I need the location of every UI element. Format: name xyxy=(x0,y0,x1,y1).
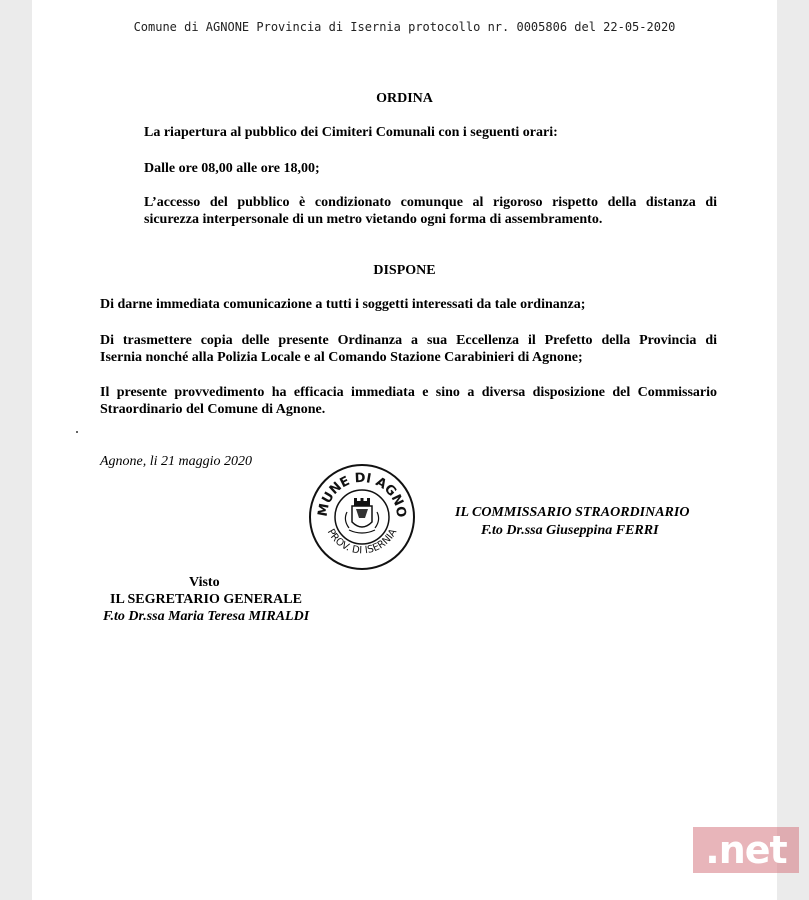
dispone-item-3-line1: Il presente provvedimento ha efficacia immediata e sino a diversa disposizione del Commissario xyxy=(100,385,717,400)
protocol-header: Comune di AGNONE Provincia di Isernia protocollo nr. 0005806 del 22-05-2020 xyxy=(133,20,676,34)
commissario-name: F.to Dr.ssa Giuseppina FERRI xyxy=(481,523,659,538)
ordina-hours: Dalle ore 08,00 alle ore 18,00; xyxy=(144,161,320,176)
dispone-item-3-line2: Straordinario del Comune di Agnone. xyxy=(100,402,326,417)
stray-dot xyxy=(76,431,78,433)
ordina-heading: ORDINA xyxy=(376,91,433,106)
ordina-intro: La riapertura al pubblico dei Cimiteri Comunali con i seguenti orari: xyxy=(144,125,558,140)
visto-label: Visto xyxy=(189,575,220,590)
segretario-name: F.to Dr.ssa Maria Teresa MIRALDI xyxy=(103,609,310,624)
dispone-item-2-line1: Di trasmettere copia delle presente Ordinanza a sua Eccellenza il Prefetto della Provincia di xyxy=(100,333,717,348)
dispone-heading: DISPONE xyxy=(373,263,436,278)
municipal-seal-icon xyxy=(307,462,417,572)
dispone-item-1: Di darne immediata comunicazione a tutti i soggetti interessati da tale ordinanza; xyxy=(100,297,586,312)
commissario-title: IL COMMISSARIO STRAORDINARIO xyxy=(455,505,690,520)
place-date: Agnone, li 21 maggio 2020 xyxy=(100,454,253,469)
watermark-logo: .net xyxy=(693,827,799,873)
ordina-access-line2: sicurezza interpersonale di un metro vietando ogni forma di assembramento. xyxy=(144,212,603,227)
ordina-access-line1: L’accesso del pubblico è condizionato comunque al rigoroso rispetto della distanza di xyxy=(144,195,717,210)
document-page xyxy=(32,0,777,900)
coat-of-arms-icon xyxy=(345,498,378,533)
stamp-bottom-text: PROV. DI ISERNIA xyxy=(324,527,400,557)
svg-text:PROV. DI ISERNIA xyxy=(325,527,400,556)
dispone-item-2-line2: Isernia nonché alla Polizia Locale e al Comando Stazione Carabinieri di Agnone; xyxy=(100,350,583,365)
stamp-top-text: MUNE DI AGNO xyxy=(315,470,409,519)
municipal-stamp xyxy=(307,462,417,572)
segretario-title: IL SEGRETARIO GENERALE xyxy=(110,592,302,607)
